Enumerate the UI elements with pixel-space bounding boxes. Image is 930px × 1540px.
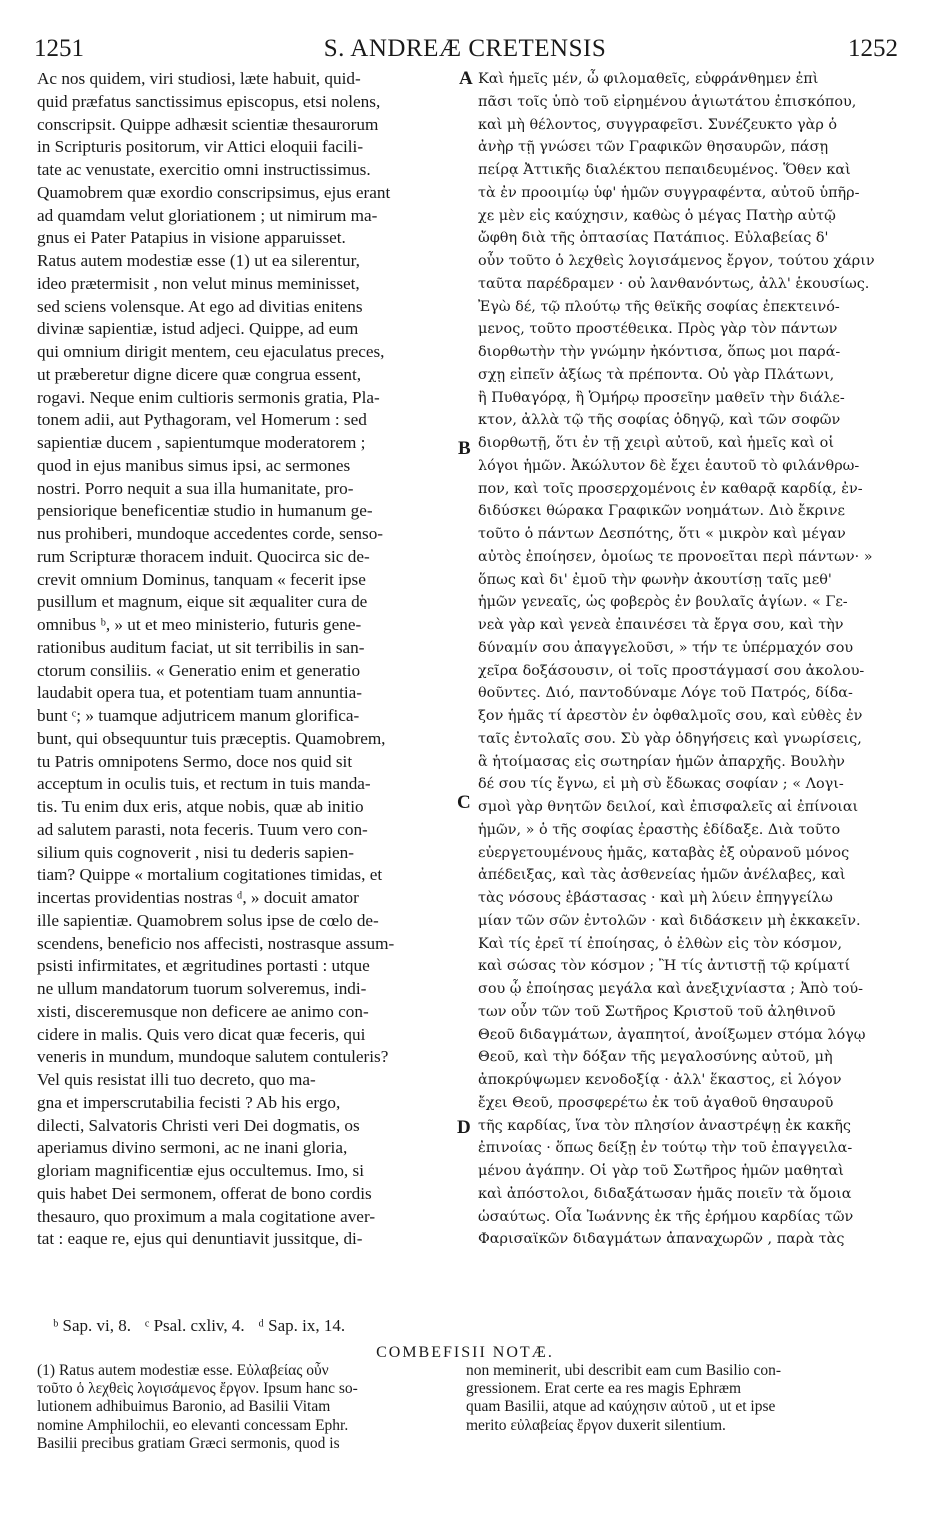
latin-line: divinæ sapientiæ, istud adjeci. Quippe, ad eum <box>37 319 359 339</box>
scripture-references <box>53 1315 359 1337</box>
greek-line: μίαν τῶν σῶν ἐντολῶν · καὶ διδάσκειν μὴ ἐκκακεῖν. <box>478 912 861 929</box>
latin-line: gna et imperscrutabilia fecisti ? Ab his ergo, <box>37 1092 341 1112</box>
latin-line: conscripsit. Quippe adhæsit scientiæ thesaurorum <box>37 114 379 134</box>
latin-line: silium quis cognoverit , nisi tu dederis sapien- <box>37 842 354 862</box>
greek-line: τοῦτο ὁ πάντων Δεσπότης, ὅτι « μικρὸν καὶ μέγαν <box>478 526 846 542</box>
latin-line: dilecti, Salvatoris Christi veri Dei dogmatis, os <box>37 1115 360 1135</box>
greek-line: μενος, τοῦτο προστέθεικα. Πρὸς γὰρ τὸν πάντων <box>478 321 838 338</box>
note-line: nomine Amphilochii, eo elevanti concessam Ephr. <box>37 1416 349 1434</box>
note-line: quam Basilii, atque ad καύχησιν αὐτοῦ , ut et ipse <box>466 1398 776 1416</box>
greek-line: ἢ Πυθαγόρᾳ, ἢ Ὁμήρῳ προσεῖην μαθεῖν τὴν διάλε- <box>478 389 845 406</box>
greek-line: Θεοῦ διδαγμάτων, ἀγαπητοί, ἀνοίξωμεν στόμα λόγῳ <box>478 1026 866 1043</box>
latin-line: tiam? Quippe « mortalium cogitationes timidas, et <box>37 865 383 885</box>
greek-line: ὤφθη διὰ τῆς ὀπτασίας Πατάπιος. Εὐλαβείας δ' <box>478 230 829 247</box>
latin-line: ad quamdam velut gloriationem ; ut nimirum ma- <box>37 205 378 225</box>
greek-line: ἡμῶν γενεαῖς, ὡς φοβερὸς ἐν βουλαῖς ἁγίων. « Γε- <box>478 594 848 611</box>
greek-line: πᾶσι τοῖς ὑπὸ τοῦ εἰρημένου ἁγιωτάτου ἐπισκόπου, <box>478 93 857 110</box>
left-column-number: 1251 <box>34 35 84 62</box>
greek-line: εὐεργετουμένους ἡμᾶς, καταβὰς ἐξ οὐρανοῦ μόνος <box>478 844 850 861</box>
greek-line: δύναμίν σου ἀπαγγελοῦσι, » τήν τε ὑπέρμαχόν σου <box>478 639 854 656</box>
latin-line: crevit omnium Dominus, tanquam « fecerit ipse <box>37 569 366 589</box>
section-marker-a: A <box>459 68 473 89</box>
latin-line: nus prohiberi, mundoque accedentes corde, senso- <box>37 524 384 543</box>
greek-line: Καὶ ἡμεῖς μέν, ὦ φιλομαθεῖς, εὐφράνθημεν ἐπὶ <box>478 71 819 87</box>
greek-line: ἔχει Θεοῦ, προσφερέτω ἐκ τοῦ ἀγαθοῦ θησαυροῦ <box>478 1094 834 1111</box>
footnote-ref: ᵈ Sap. ix, 14. <box>258 1316 346 1335</box>
section-marker-b: B <box>458 438 471 459</box>
latin-line: quod in ejus manibus simus ipsi, ac sermones <box>37 455 351 475</box>
notes-left-column <box>37 1362 455 1453</box>
latin-line: ideo prætermisit , non velut minus meminisset, <box>37 273 360 293</box>
note-line: τοῦτο ὁ λεχθεὶς λογισάμενος ἔργον. Ipsum hanc so- <box>37 1380 358 1398</box>
greek-line: μένου ἀγάπην. Οἱ γὰρ τοῦ Σωτῆρος ἡμῶν μαθηταὶ <box>478 1163 844 1179</box>
latin-text-column <box>37 68 455 1251</box>
greek-line: χεῖρα δοξάσουσιν, οἱ τοῖς προστάγμασί σου ἀκολου- <box>478 662 865 679</box>
latin-line: bunt ᶜ; » tuamque adjutricem manum glorifica- <box>37 706 360 725</box>
latin-line: psisti infirmitates, et ægritudines portasti : utque <box>37 956 370 976</box>
greek-line: ταῖς ἐντολαῖς σου. Σὺ γὰρ ὁδηγήσεις καὶ γνωρίσεις, <box>478 730 862 747</box>
latin-line: ctorum consiliis. « Generatio enim et generatio <box>37 660 361 680</box>
greek-line: καὶ σώσας τὸν κόσμον ; Ἢ τίς ἀντιστῇ τῷ κρίματί <box>478 958 851 975</box>
latin-line: quis habet Dei sermonem, offerat de bono cordis <box>37 1183 372 1203</box>
greek-line: ξον ἡμᾶς τί ἀρεστὸν ἐν ὀφθαλμοῖς σου, καὶ εὐθὲς ἐν <box>478 708 863 724</box>
latin-line: qui omnium dirigit mentem, ceu ejaculatus preces, <box>37 342 385 361</box>
greek-line: ταῦτα παρέδραμεν · οὐ λανθανόντως, ἀλλ' ἑκουσίως. <box>478 275 870 292</box>
greek-line: ἡμῶν, » ὁ τῆς σοφίας ἐραστὴς ἐδίδαξε. Διὰ τοῦτο <box>478 821 841 838</box>
right-column-number: 1252 <box>848 35 898 62</box>
greek-line: τὰ ἐν προοιμίῳ ὑφ' ἡμῶν συγγραφέντα, αὐτοῦ ὑπῆρ- <box>478 184 860 201</box>
greek-line: δέ σου τίς ἔγνω, εἰ μὴ σὺ ἔδωκας σοφίαν ; « Λογι- <box>478 776 844 793</box>
greek-line: καὶ μὴ θέλοντος, συγγραφεῖσι. Συνέζευκτο γὰρ ὁ <box>478 116 838 133</box>
latin-line: rationibus auditum faciat, ut sit terribilis in san- <box>37 637 365 657</box>
latin-line: pusillum et magnum, eique sit æqualiter cura de <box>37 592 368 612</box>
greek-line: διδύσκει θώρακα Γραφικῶν νοημάτων. Διὸ ἔκρινε <box>478 503 845 520</box>
latin-line: Ratus autem modestiæ esse (1) ut ea silerentur, <box>37 251 360 270</box>
latin-line: nostri. Porro nequit a sua illa humanitate, pro- <box>37 478 354 498</box>
latin-line: tu Patris omnipotens Sermo, doce nos quid sit <box>37 751 353 771</box>
running-title: S. ANDREÆ CRETENSIS <box>323 35 607 62</box>
latin-line: aperiamus divino sermoni, ac ne inani gloria, <box>37 1138 348 1158</box>
latin-line: pensiorique beneficentiæ studio in humanum ge- <box>37 501 373 521</box>
greek-line: πείρᾳ Ἀττικῆς διαλέκτου πεπαιδευμένος. Ὅθεν καὶ <box>478 162 851 178</box>
latin-line: quid præfatus sanctissimus episcopus, etsi nolens, <box>37 91 381 111</box>
greek-line: χε μὲν εἰς καύχησιν, καθὼς ὁ μέγας Πατὴρ αὐτῷ <box>478 207 836 224</box>
greek-line: τὰς νόσους ἐβάστασας · καὶ μὴ λύειν ἐπηγγείλω <box>478 890 833 906</box>
greek-line: λόγοι ἡμῶν. Ἀκώλυτον δὲ ἔχει ἑαυτοῦ τὸ φιλάνθρω- <box>478 457 860 474</box>
greek-line: διορθωτῇ, ὅτι ἐν τῇ χειρὶ αὐτοῦ, καὶ ἡμεῖς καὶ οἱ <box>478 435 834 451</box>
greek-line: Φαρισαϊκῶν διδαγμάτων ἀπαναχωρῶν , παρὰ τὰς <box>478 1231 845 1248</box>
greek-line: ἐπινοίας · ὅπως δείξῃ ἐν τούτῳ τὴν τοῦ ἐπαγγειλα- <box>478 1140 853 1157</box>
latin-line: sapientiæ ducem , sapientumque moderatorem ; <box>37 433 366 452</box>
latin-line: ut præberetur digne dicere quæ congrua essent, <box>37 364 362 384</box>
greek-line: ἀπέδειξας, καὶ τὰς ἀσθενείας ἡμῶν ἀνέλαβες, καὶ <box>478 867 846 884</box>
note-line: lutionem adhibuimus Baronio, ad Basilii Vitam <box>37 1398 331 1416</box>
latin-line: tat : eaque re, ejus qui denuntiavit jussitque, di- <box>37 1229 363 1249</box>
footnote-ref: ᶜ Psal. cxliv, 4. <box>145 1316 245 1335</box>
latin-line: cidere in malis. Quis vero dicat quæ feceris, qui <box>37 1024 366 1044</box>
note-line: (1) Ratus autem modestiæ esse. Εὐλαβείας οὖν <box>37 1362 329 1379</box>
latin-line: in Scripturis positorum, vir Attici eloquii facili- <box>37 137 364 157</box>
latin-line: gnus ei Pater Patapius in visione apparuisset. <box>37 228 346 248</box>
greek-line: διορθωτὴν τὴν γνώμην ἠκόντισα, ὅπως μοι παρά- <box>478 344 841 360</box>
latin-line: veneris in mundum, mundoque salutem contuleris? <box>37 1047 389 1067</box>
greek-line: ἀποκρύψωμεν κενοδοξίᾳ · ἀλλ' ἕκαστος, εἰ λόγον <box>478 1072 842 1088</box>
greek-line: σου ᾧ ἐποίησας μεγάλα καὶ ἀνεξιχνίαστα ; Ἀπὸ τού- <box>478 981 864 997</box>
greek-line: κτον, ἀλλὰ τῷ τῆς σοφίας ὁδηγῷ, καὶ τῶν σοφῶν <box>478 412 841 429</box>
latin-line: laudabit opera tua, et potentiam tuam annuntia- <box>37 683 363 703</box>
latin-line: sed sciens volensque. At ego ad divitias enitens <box>37 296 363 316</box>
greek-line: οὖν τοῦτο ὁ λεχθεὶς λογισάμενος ἔργον, τούτου χάριν <box>478 253 875 269</box>
note-line: merito εὐλαβείας ἔργον duxerit silentium. <box>466 1416 726 1434</box>
section-marker-c: C <box>457 792 471 813</box>
latin-line: Quamobrem quæ exordio conscripsimus, ejus erant <box>37 182 391 202</box>
latin-line: bunt, qui obsequuntur tuis præceptis. Quamobrem, <box>37 728 386 748</box>
latin-line: acceptum in oculis tuis, et rectum in tuis manda- <box>37 774 371 794</box>
latin-line: ne ullum mandatorum tuorum solveremus, indi- <box>37 979 367 998</box>
greek-line: αὐτὸς ἐποίησεν, ὁμοίως τε προνοεῖται περὶ πάντων· » <box>478 548 873 565</box>
latin-line: xisti, disceremusque non deficere ae animo con- <box>37 1001 369 1021</box>
greek-line: ὡσαύτως. Οἷα Ἰωάννης ἐκ τῆς ἐρήμου καρδίας τῶν <box>478 1208 854 1225</box>
latin-line: tate ac venustate, exercitio omni instructissimus. <box>37 160 371 179</box>
greek-line: πον, καὶ τοῖς προσερχομένοις ἐν καθαρᾷ καρδίᾳ, ἐν- <box>478 480 863 497</box>
latin-line: ille sapientiæ. Quamobrem solus ipse de cœlo de- <box>37 910 379 930</box>
greek-line: Καὶ τίς ἐρεῖ τί ἐποίησας, ὁ ἐλθὼν εἰς τὸν κόσμον, <box>478 935 843 952</box>
greek-line: θοῦντες. Διό, παντοδύναμε Λόγε τοῦ Πατρός, δίδα- <box>478 685 853 702</box>
latin-line: Ac nos quidem, viri studiosi, læte habuit, quid- <box>37 69 361 88</box>
greek-line: σμοὶ γὰρ θνητῶν δειλοί, καὶ ἐπισφαλεῖς αἱ ἐπίνοιαι <box>478 799 859 815</box>
greek-line: νεὰ γὰρ καὶ γενεὰ ἐπαινέσει τὰ ἔργα σου, καὶ τὴν <box>478 617 844 633</box>
section-marker-d: D <box>457 1117 471 1138</box>
greek-line: ἃ ἡτοίμασας εἰς σωτηρίαν ἡμῶν ἀπαρχῆς. Βουλὴν <box>478 753 845 770</box>
latin-line: rogavi. Neque enim cultioris sermonis gratia, Pla- <box>37 387 380 407</box>
latin-line: gloriam magnificentiæ ejus occultemus. Imo, si <box>37 1161 364 1180</box>
footnote-ref: ᵇ Sap. vi, 8. <box>53 1316 131 1335</box>
notes-right-column <box>466 1362 906 1435</box>
note-line: non meminerit, ubi describit eam cum Basilio con- <box>466 1362 782 1379</box>
greek-line: τῆς καρδίας, ἵνα τὸν πλησίον ἀναστρέψῃ ἐκ κακῆς <box>478 1117 851 1134</box>
latin-line: tis. Tu enim dux eris, atque nobis, quæ ab initio <box>37 797 364 816</box>
latin-line: Vel quis resistat illi tuo decreto, quo ma- <box>37 1070 316 1089</box>
greek-line: ὅπως καὶ δι' ἐμοῦ τὴν φωνὴν ἀκουτίσῃ ταῖς μεθ' <box>478 571 832 588</box>
note-line: gressionem. Erat certe ea res magis Ephræm <box>466 1380 742 1398</box>
greek-line: των οὖν τῶν τοῦ Σωτῆρος Κριστοῦ τοῦ ἀληθινοῦ <box>478 1003 836 1020</box>
greek-line: Θεοῦ, καὶ τὴν δόξαν τῆς μεγαλοσύνης αὐτοῦ, μὴ <box>478 1049 833 1066</box>
greek-line: καὶ ἀπόστολοι, διδαξάτωσαν ἡμᾶς ποιεῖν τὰ ὅμοια <box>478 1185 852 1202</box>
latin-line: omnibus ᵇ, » ut et meo ministerio, futuris gene- <box>37 615 362 634</box>
greek-line: Ἐγὼ δέ, τῷ πλούτῳ τῆς θεϊκῆς σοφίας ἐπεκτεινό- <box>478 298 840 315</box>
latin-line: tonem adii, aut Pythagoram, vel Homerum : sed <box>37 410 367 430</box>
latin-line: incertas providentias nostras ᵈ, » docuit amator <box>37 888 359 907</box>
latin-line: ad salutem parasti, nota feceris. Tuum vero con- <box>37 819 368 839</box>
greek-text-column <box>478 68 908 1251</box>
notes-heading: COMBEFISII NOTÆ. <box>376 1344 554 1361</box>
latin-line: thesauro, quo proximum a mala cogitatione aver- <box>37 1206 376 1226</box>
latin-line: rum Scripturæ thoracem induit. Quocirca sic de- <box>37 546 370 566</box>
latin-line: scendens, beneficio nos affecisti, nostrasque assum- <box>37 933 395 953</box>
greek-line: σχῃ εἰπεῖν ἀξίως τὰ πρέποντα. Οὐ γὰρ Πλάτωνι, <box>478 366 835 383</box>
greek-line: ἀνὴρ τῇ γνώσει τῶν Γραφικῶν θησαυρῶν, πάσῃ <box>478 139 829 156</box>
note-line: Basilii precibus gratiam Græci sermonis, quod is <box>37 1434 340 1452</box>
